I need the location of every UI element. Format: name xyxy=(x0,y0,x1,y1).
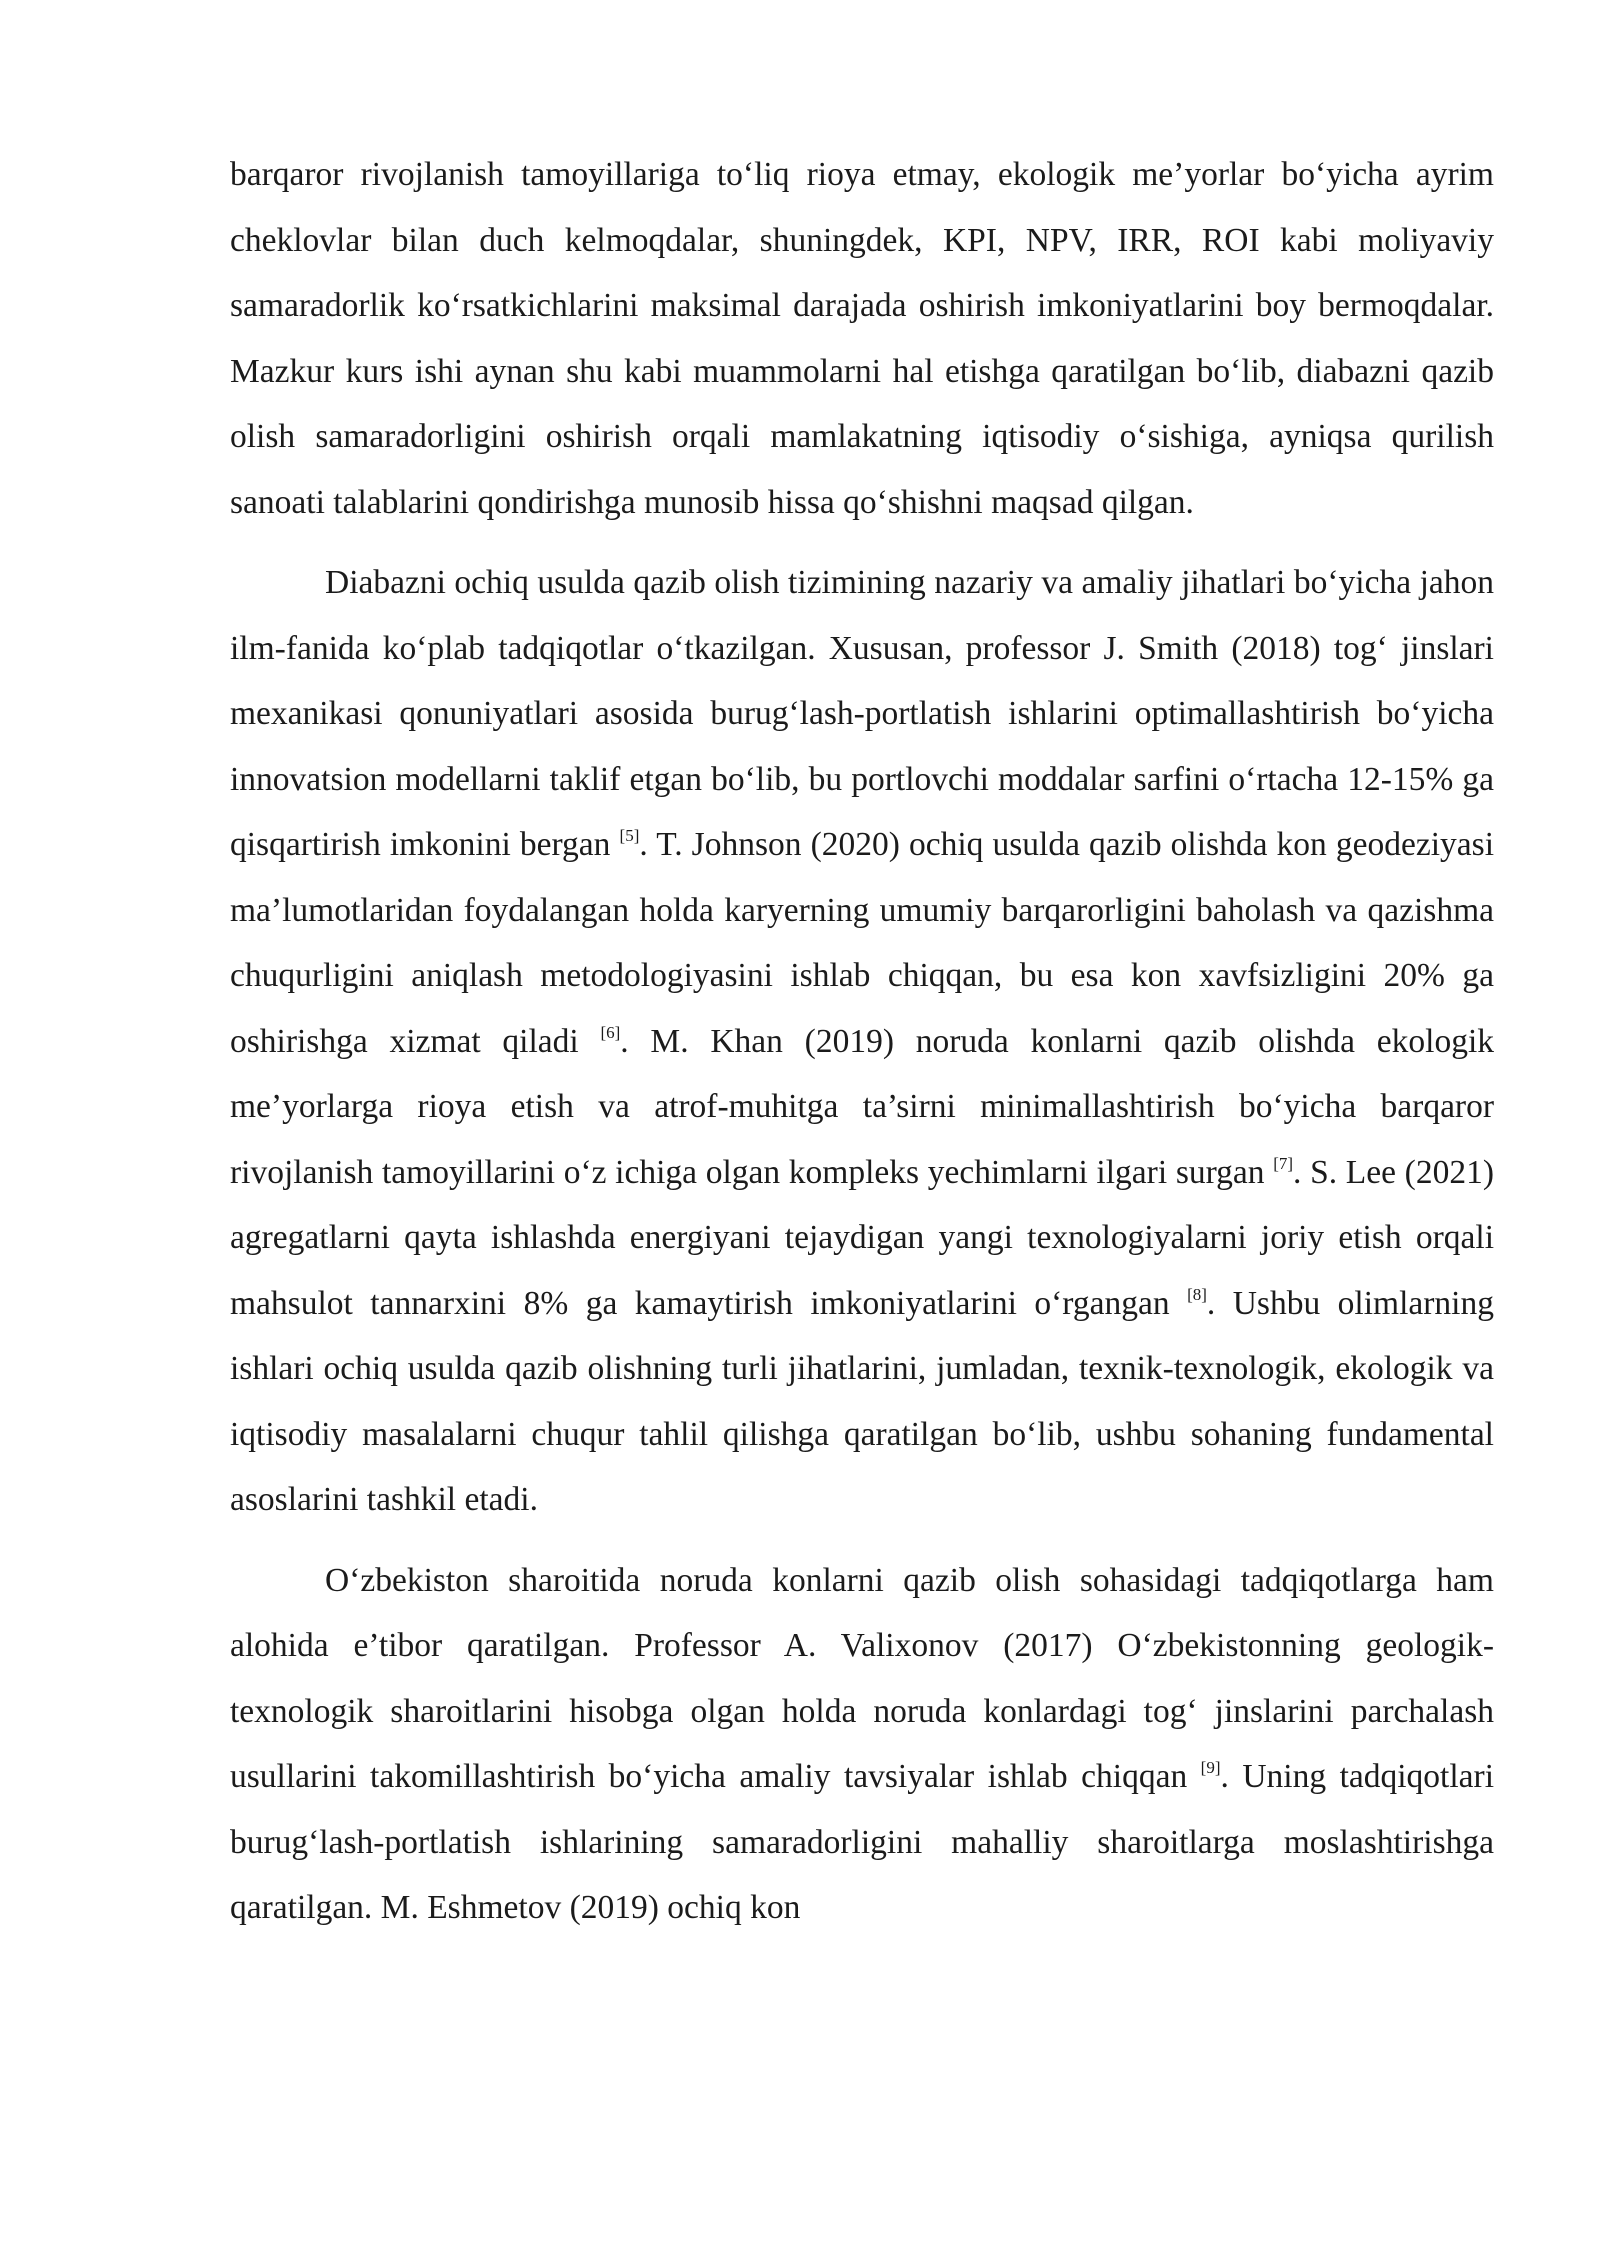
document-page xyxy=(230,142,1494,1956)
paragraph-text: . S. Lee (2021) agregatlarni qayta ishlashda energiyani tejaydigan yangi texnologiyalarni joriy etish orqali mahsulot tannarxini 8% ga kamaytirish imkoniyatlarini o‘rgangan xyxy=(230,1153,1494,1322)
paragraph-text: . Ushbu olimlarning ishlari ochiq usulda qazib olishning turli jihatlarini, jumladan, texnik-texnologik, ekologik va iqtisodiy masalalarni chuqur tahlil qilishga qaratilgan bo‘lib, ushbu sohaning fundamental asoslarini tashkil etadi. xyxy=(230,1284,1494,1518)
body-paragraph xyxy=(230,550,1494,1533)
paragraph-text: barqaror rivojlanish tamoyillariga to‘liq rioya etmay, ekologik me’yorlar bo‘yicha ayrim cheklovlar bilan duch kelmoqdalar, shuningdek, KPI, NPV, IRR, ROI kabi moliyaviy samaradorlik ko‘rsatkichlarini maksimal darajada oshirish imkoniyatlarini boy bermoqdalar. Mazkur kurs ishi aynan shu kabi muammolarni hal etishga qaratilgan bo‘lib, diabazni qazib olish samaradorligini oshirish orqali mamlakatning iqtisodiy o‘sishiga, ayniqsa qurilish sanoati talablarini qondirishga munosib hissa qo‘shishni maqsad qilgan. xyxy=(230,156,1494,521)
paragraph-text: . M. Khan (2019) noruda konlarni qazib olishda ekologik me’yorlarga rioya etish va atrof-muhitga ta’sirni minimallashtirish bo‘yicha barqaror rivojlanish tamoyillarini o‘z ichiga olgan kompleks yechimlarni ilgari surgan xyxy=(230,1022,1494,1191)
body-paragraph xyxy=(230,1548,1494,1941)
citation-reference: [6] xyxy=(600,1022,621,1042)
paragraph-text: Diabazni ochiq usulda qazib olish tizimining nazariy va amaliy jihatlari bo‘yicha jahon ilm-fanida ko‘plab tadqiqotlar o‘tkazilgan. Xususan, professor J. Smith (2018) tog‘ jinslari mexanikasi qonuniyatlari asosida burug‘lash-portlatish ishlarini optimallashtirish bo‘yicha innovatsion modellarni taklif etgan bo‘lib, bu portlovchi moddalar sarfini o‘rtacha 12-15% ga qisqartirish imkonini bergan xyxy=(230,564,1494,863)
paragraph-text: O‘zbekiston sharoitida noruda konlarni qazib olish sohasidagi tadqiqotlarga ham alohida e’tibor qaratilgan. Professor A. Valixonov (2017) O‘zbekistonning geologik-texnologik sharoitlarini hisobga olgan holda noruda konlardagi tog‘ jinslarini parchalash usullarini takomillashtirish bo‘yicha amaliy tavsiyalar ishlab chiqqan xyxy=(230,1561,1494,1795)
body-paragraph xyxy=(230,142,1494,535)
citation-reference: [8] xyxy=(1187,1284,1207,1304)
paragraph-text: . Uning tadqiqotlari burug‘lash-portlatish ishlarining samaradorligini mahalliy sharoitlarga moslashtirishga qaratilgan. M. Eshmetov (2019) ochiq kon xyxy=(230,1758,1494,1926)
citation-reference: [7] xyxy=(1273,1153,1294,1173)
paragraph-text: . T. Johnson (2020) ochiq usulda qazib olishda kon geodeziyasi ma’lumotlaridan foydalangan holda karyerning umumiy barqarorligini baholash va qazishma chuqurligini aniqlash metodologiyasini ishlab chiqqan, bu esa kon xavfsizligini 20% ga oshirishga xizmat qiladi xyxy=(230,826,1494,1060)
citation-reference: [9] xyxy=(1200,1758,1221,1777)
citation-reference: [5] xyxy=(619,826,640,845)
